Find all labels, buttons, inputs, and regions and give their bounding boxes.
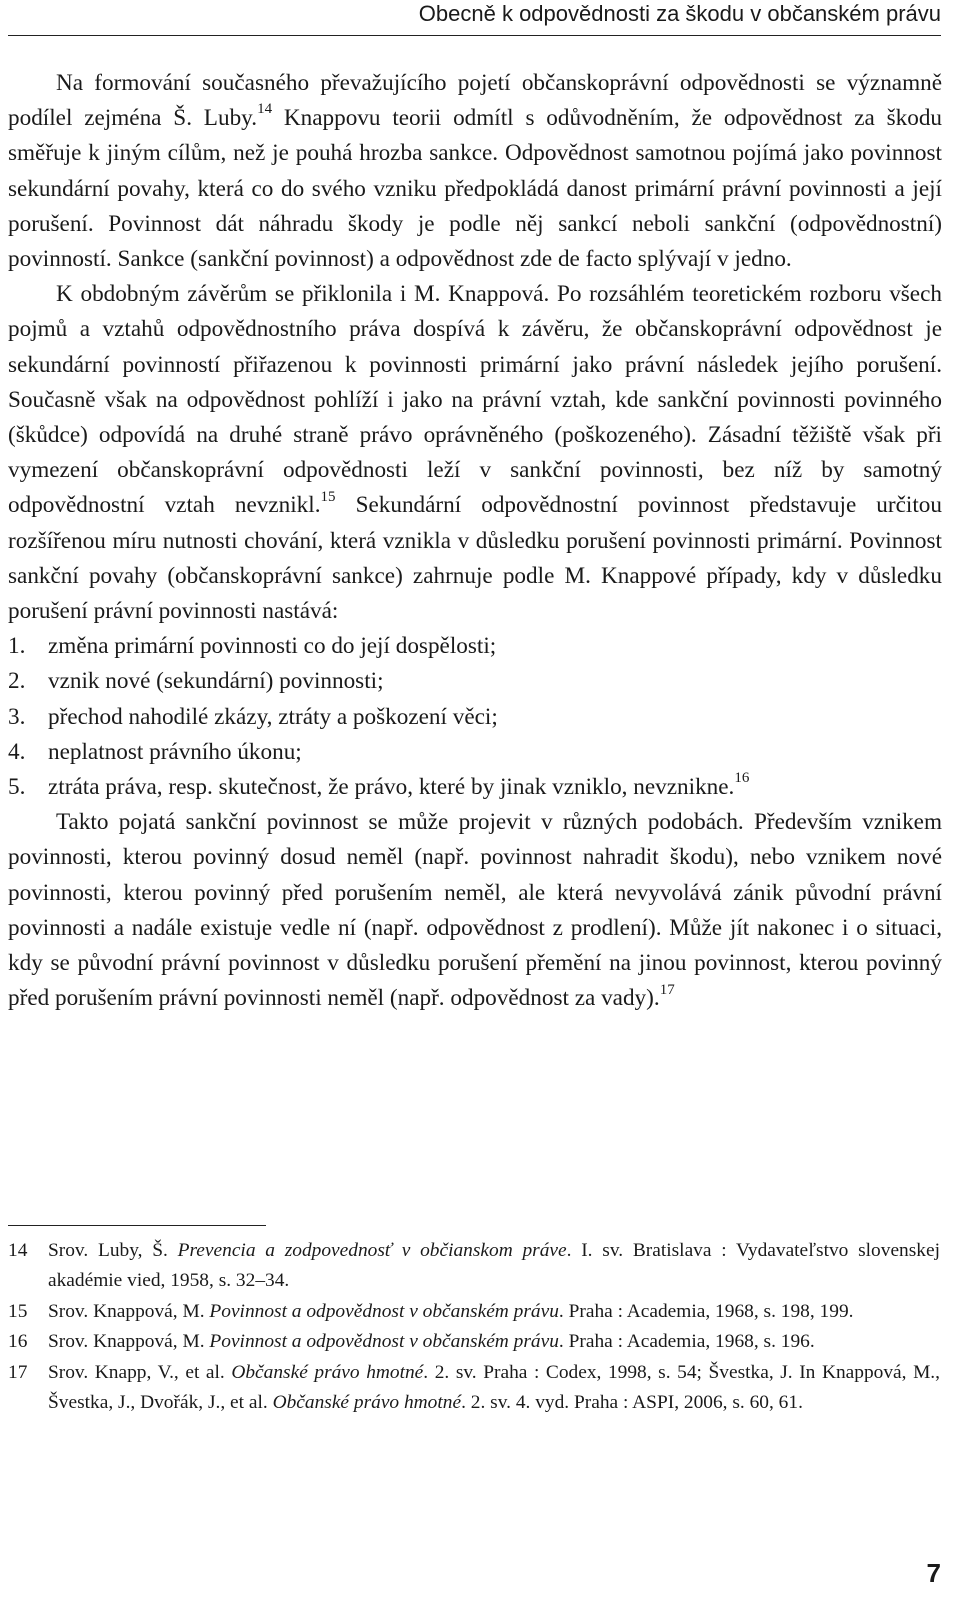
footnote-title: Prevencia a zodpovednosť v občianskom práve bbox=[177, 1240, 567, 1261]
footnote-17 bbox=[8, 1358, 940, 1419]
footnote-part: . Praha : Academia, 1968, s. 198, 199. bbox=[558, 1300, 854, 1322]
footnote-ref-15: 15 bbox=[320, 488, 336, 505]
numbered-list bbox=[8, 629, 942, 805]
footnote-15 bbox=[8, 1297, 940, 1327]
footnote-title: Povinnost a odpovědnost v občanském právu bbox=[209, 1300, 559, 1322]
main-text bbox=[8, 66, 942, 1016]
paragraph-1 bbox=[8, 66, 942, 277]
footnote-14 bbox=[8, 1236, 940, 1297]
list-number: 5. bbox=[8, 774, 26, 801]
list-text: vznik nové (sekundární) povinnosti; bbox=[48, 668, 384, 695]
footnote-divider bbox=[8, 1225, 266, 1226]
list-number: 4. bbox=[8, 738, 26, 765]
list-item bbox=[8, 700, 942, 735]
list-text: přechod nahodilé zkázy, ztráty a poškození věci; bbox=[48, 703, 498, 730]
footnote-part: Srov. Knapp, V., et al. bbox=[48, 1361, 232, 1383]
footnote-text bbox=[48, 1236, 940, 1297]
footnote-part: . 2. sv. 4. vyd. Praha : ASPI, 2006, s. 60, 61. bbox=[461, 1392, 803, 1414]
footnote-part: . 2. sv. Praha : Codex, 1998, s. 54; Švestka, J. In Knappová, M., Švestka, J., Dvořák, J., et al. bbox=[48, 1361, 940, 1414]
footnote-part: Srov. Knappová, M. bbox=[48, 1331, 210, 1353]
footnote-number: 16 bbox=[8, 1331, 28, 1353]
list-item bbox=[8, 664, 942, 699]
running-header bbox=[8, 0, 941, 36]
list-text bbox=[48, 770, 942, 805]
footnote-ref-14: 14 bbox=[257, 101, 273, 118]
list-text: neplatnost právního úkonu; bbox=[48, 738, 302, 765]
footnote-number: 14 bbox=[8, 1240, 28, 1261]
footnote-part: Srov. Knappová, M. bbox=[48, 1300, 210, 1322]
page-number: 7 bbox=[926, 1558, 941, 1588]
list-text-content: ztráta práva, resp. skutečnost, že právo, které by jinak vzniklo, nevznikne. bbox=[48, 774, 735, 801]
footnote-ref-17: 17 bbox=[659, 981, 675, 998]
paragraph-text: K obdobným závěrům se přiklonila i M. Knappová. Po rozsáhlém teoretickém rozboru všech pojmů a vztahů odpovědnostního práva dospívá k závěru, že občanskoprávní odpovědnost je sekundární povinností přiřazenou k povinnosti primární jako právní následek jejího porušení. Současně však na odpovědnost pohlíží i jako na právní vztah, kde sankční povinnosti povinného (škůdce) odpovídá na druhé straně právo oprávněného (poškozeného). Zásadní těžiště však při vymezení občanskoprávní odpovědnosti leží v sankční povinnosti, bez níž by samotný odpovědnostní vztah nevznikl. bbox=[8, 281, 942, 519]
footnote-text bbox=[48, 1297, 940, 1327]
paragraph-text: Sekundární odpovědnostní povinnost představuje určitou rozšířenou míru nutnosti chování, která vznikla v důsledku porušení povinnosti primární. Povinnost sankční povahy (občanskoprávní sankce) zahrnuje podle M. Knappové případy, kdy v důsledku porušení právní povinnosti nastává: bbox=[8, 492, 942, 625]
footnotes-section bbox=[8, 1236, 940, 1418]
list-item bbox=[8, 629, 942, 664]
paragraph-3 bbox=[8, 805, 942, 1016]
footnote-part: . I. sv. Bratislava : Vydavateľstvo slovenskej akadémie vied, 1958, s. 32–34. bbox=[48, 1240, 940, 1292]
list-number: 1. bbox=[8, 633, 26, 660]
footnote-number: 17 bbox=[8, 1361, 28, 1383]
paragraph-text: Takto pojatá sankční povinnost se může projevit v různých podobách. Především vznikem povinnosti, kterou povinný dosud neměl (např. povinnost nahradit škodu), nebo vznikem nové povinnosti, kterou povinný před porušením neměl, ale která nevyvolává zánik původní právní povinnosti a nadále existuje vedle ní (např. odpovědnost z prodlení). Může jít nakonec i o situaci, kdy se původní právní povinnost v důsledku porušení přemění na jinou povinnost, kterou povinný před porušením právní povinnosti neměl (např. odpovědnost za vady). bbox=[8, 809, 942, 1012]
footnote-title: Občanské právo hmotné bbox=[272, 1392, 462, 1414]
paragraph-2 bbox=[8, 277, 942, 629]
list-number: 3. bbox=[8, 703, 26, 730]
footnote-part: . Praha : Academia, 1968, s. 196. bbox=[558, 1331, 815, 1353]
list-item bbox=[8, 735, 942, 770]
footnote-part: Srov. Luby, Š. bbox=[48, 1240, 178, 1261]
footnote-title: Občanské právo hmotné bbox=[231, 1361, 424, 1383]
running-title: Obecně k odpovědnosti za škodu v občanském právu bbox=[418, 1, 941, 26]
footnote-title: Povinnost a odpovědnost v občanském právu bbox=[209, 1331, 559, 1353]
paragraph-text: Na formování současného převažujícího pojetí občanskoprávní odpovědnosti se významně podílel zejména Š. Luby. bbox=[8, 70, 942, 132]
footnote-number: 15 bbox=[8, 1300, 28, 1322]
footnote-text bbox=[48, 1358, 940, 1419]
list-number: 2. bbox=[8, 668, 26, 695]
list-item bbox=[8, 770, 942, 805]
footnote-ref-16: 16 bbox=[734, 770, 750, 787]
paragraph-text: Knappovu teorii odmítl s odůvodněním, že odpovědnost za škodu směřuje k jiným cílům, než je pouhá hrozba sankce. Odpovědnost samotnou pojímá jako povinnost sekundární povahy, která co do svého vzniku předpokládá danost primární právní povinnosti a její porušení. Povinnost dát náhradu škody je podle něj sankcí neboli sankční (odpovědnostní) povinností. Sankce (sankční povinnost) a odpovědnost zde de facto splývají v jedno. bbox=[8, 105, 943, 273]
footnote-text bbox=[48, 1327, 940, 1357]
footnote-16 bbox=[8, 1327, 940, 1357]
list-text: změna primární povinnosti co do její dospělosti; bbox=[48, 633, 497, 660]
